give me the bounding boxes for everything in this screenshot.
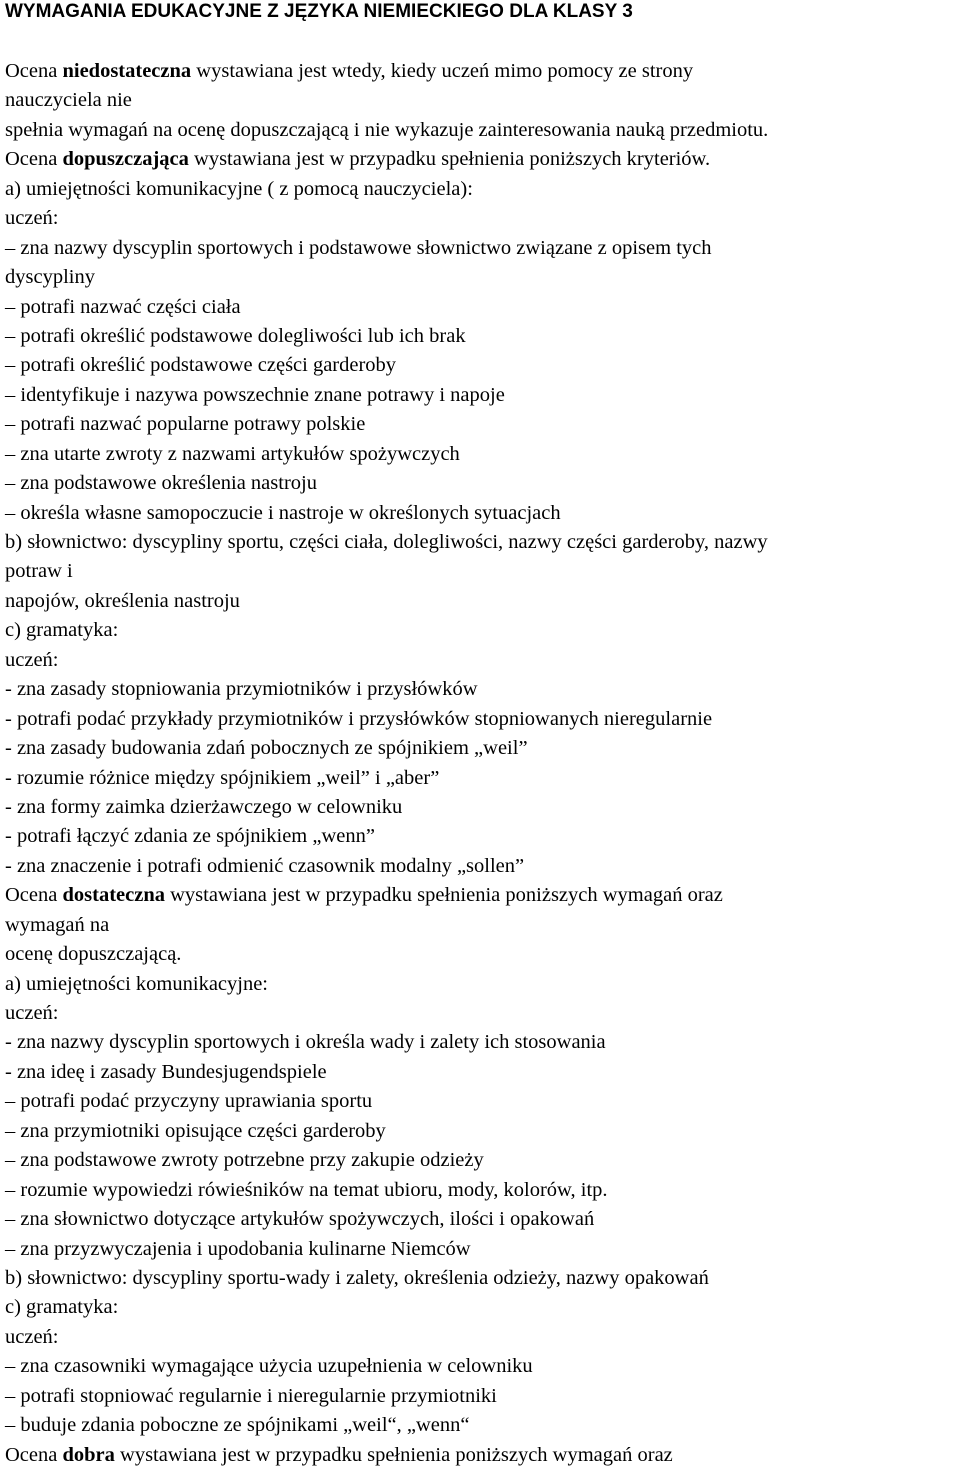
text-line: spełnia wymagań na ocenę dopuszczającą i nie wykazuje zainteresowania nauką przedmiotu. (5, 118, 769, 141)
grade-heading-line (5, 145, 955, 174)
text-line: napojów, określenia nastroju (5, 589, 240, 612)
document-title: WYMAGANIA EDUKACYJNE Z JĘZYKA NIEMIECKIEGO DLA KLASY 3 (5, 1, 633, 22)
text-line: a) umiejętności komunikacyjne ( z pomocą nauczyciela): (5, 177, 473, 200)
text-line: uczeń: (5, 648, 59, 671)
text-line: - potrafi podać przykłady przymiotników i przysłówków stopniowanych nieregularnie (5, 707, 713, 730)
text-line: – zna nazwy dyscyplin sportowych i podstawowe słownictwo związane z opisem tych (5, 236, 712, 259)
text-line: – buduje zdania poboczne ze spójnikami „weil“, „wenn“ (5, 1414, 470, 1437)
text-line: – zna utarte zwroty z nazwami artykułów spożywczych (5, 442, 460, 465)
grade-heading-line (5, 1441, 955, 1470)
grade-heading-prefix: Ocena (5, 1443, 63, 1466)
text-line: – potrafi określić podstawowe części garderoby (5, 354, 397, 377)
text-line: – potrafi nazwać popularne potrawy polskie (5, 413, 366, 436)
text-line: – potrafi nazwać części ciała (5, 295, 241, 318)
text-line: - rozumie różnice między spójnikiem „weil” i „aber” (5, 766, 440, 789)
grade-name: dostateczna (62, 884, 165, 907)
text-line: c) gramatyka: (5, 619, 119, 642)
document-body (5, 57, 955, 1470)
text-line: a) umiejętności komunikacyjne: (5, 972, 269, 995)
text-line: - zna ideę i zasady Bundesjugendspiele (5, 1060, 327, 1083)
document-page (5, 0, 955, 1470)
text-line: – potrafi podać przyczyny uprawiania sportu (5, 1090, 373, 1113)
text-line: – potrafi stopniować regularnie i nieregularnie przymiotniki (5, 1384, 497, 1407)
text-line: nauczyciela nie (5, 89, 132, 112)
grade-heading-rest: wystawiana jest w przypadku spełnienia poniższych wymagań oraz (114, 1443, 673, 1466)
grade-heading-line (5, 57, 955, 86)
text-line: – określa własne samopoczucie i nastroje w określonych sytuacjach (5, 501, 561, 524)
grade-heading-prefix: Ocena (5, 884, 63, 907)
text-line: - zna znaczenie i potrafi odmienić czasownik modalny „sollen” (5, 854, 525, 877)
text-line: – identyfikuje i nazywa powszechnie znane potrawy i napoje (5, 383, 505, 406)
text-line: - zna nazwy dyscyplin sportowych i określa wady i zalety ich stosowania (5, 1031, 606, 1054)
text-line: uczeń: (5, 207, 59, 230)
grade-name: dobra (62, 1443, 115, 1466)
text-line: – potrafi określić podstawowe dolegliwości lub ich brak (5, 324, 466, 347)
text-line: – zna przyzwyczajenia i upodobania kulinarne Niemców (5, 1237, 471, 1260)
text-line: – zna słownictwo dotyczące artykułów spożywczych, ilości i opakowań (5, 1208, 595, 1231)
text-line: ocenę dopuszczającą. (5, 943, 182, 966)
text-line: uczeń: (5, 1002, 59, 1024)
grade-heading-prefix: Ocena (5, 148, 63, 171)
grade-name: dopuszczająca (62, 148, 189, 171)
text-line: – zna podstawowe określenia nastroju (5, 472, 317, 495)
grade-heading-prefix: Ocena (5, 60, 63, 82)
text-line: – zna czasowniki wymagające użycia uzupełnienia w celowniku (5, 1355, 533, 1378)
text-line: potraw i (5, 560, 73, 583)
grade-heading-rest: wystawiana jest w przypadku spełnienia poniższych kryteriów. (188, 148, 711, 171)
text-line: b) słownictwo: dyscypliny sportu-wady i zalety, określenia odzieży, nazwy opakowań (5, 1266, 709, 1289)
text-line: – rozumie wypowiedzi rówieśników na temat ubioru, mody, kolorów, itp. (5, 1178, 608, 1201)
grade-heading-line (5, 881, 955, 910)
text-line: – zna podstawowe zwroty potrzebne przy zakupie odzieży (5, 1149, 484, 1172)
grade-name: niedostateczna (62, 60, 192, 82)
text-line: - potrafi łączyć zdania ze spójnikiem „wenn” (5, 825, 375, 848)
text-line: - zna zasady stopniowania przymiotników i przysłówków (5, 678, 478, 701)
text-line: - zna formy zaimka dzierżawczego w celowniku (5, 795, 403, 818)
text-line: dyscypliny (5, 266, 95, 289)
text-line: c) gramatyka: (5, 1296, 119, 1319)
text-line: – zna przymiotniki opisujące części garderoby (5, 1119, 386, 1142)
title-spacer (5, 26, 955, 57)
text-line: - zna zasady budowania zdań pobocznych ze spójnikiem „weil” (5, 737, 528, 760)
text-line: wymagań na (5, 913, 110, 936)
grade-heading-rest: wystawiana jest w przypadku spełnienia poniższych wymagań oraz (164, 884, 723, 907)
text-line: uczeń: (5, 1325, 59, 1348)
grade-heading-rest: wystawiana jest wtedy, kiedy uczeń mimo pomocy ze strony (191, 60, 694, 82)
text-line: b) słownictwo: dyscypliny sportu, części ciała, dolegliwości, nazwy części garderoby, nazwy (5, 531, 768, 553)
